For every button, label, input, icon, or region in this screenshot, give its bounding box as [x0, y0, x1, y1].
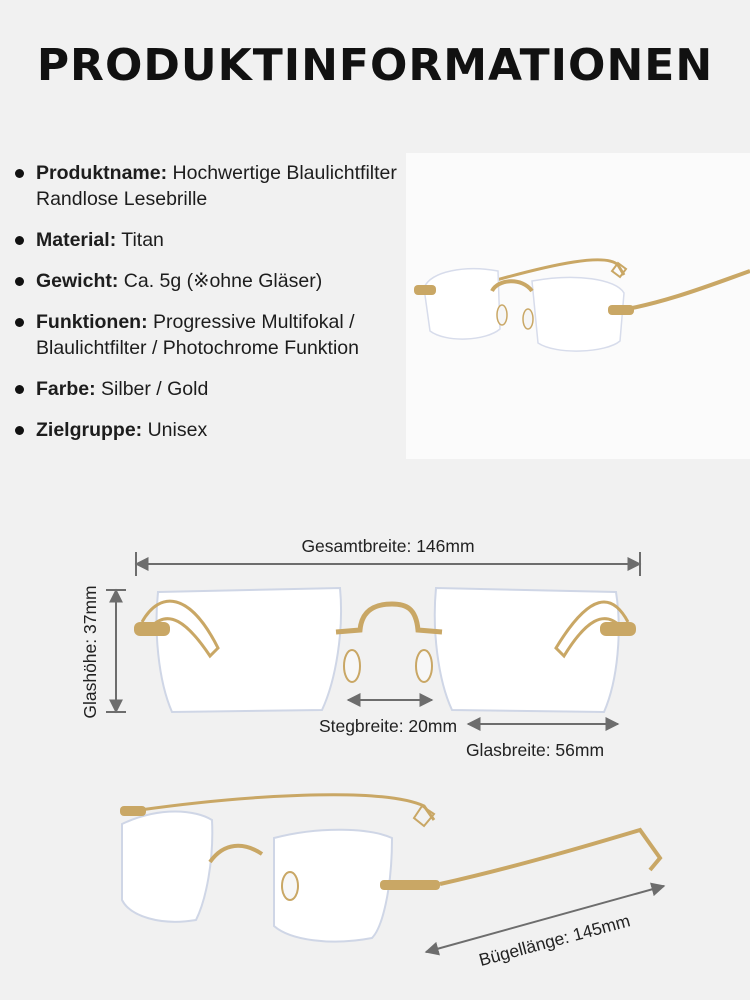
spec-value: Hochwertige Blaulichtfilter Randlose Lesebrille — [36, 162, 397, 210]
spec-item-color — [14, 376, 404, 402]
bullet — [15, 169, 24, 178]
bullet — [15, 426, 24, 435]
total-width-label: Gesamtbreite: 146mm — [301, 536, 475, 556]
glasses-photo-illustration — [406, 153, 750, 459]
spec-key: Farbe: — [36, 378, 96, 400]
spec-key: Material: — [36, 229, 117, 251]
spec-item-name — [14, 160, 404, 212]
spec-key: Gewicht: — [36, 270, 119, 292]
side-view-glasses — [120, 795, 660, 942]
spec-value: Titan — [116, 229, 164, 251]
spec-item-target-group — [14, 417, 404, 443]
temple-length-label: Bügellänge: 145mm — [476, 910, 633, 971]
bullet — [15, 277, 24, 286]
spec-value: Ca. 5g (※ohne Gläser) — [118, 270, 323, 292]
spec-value: Progressive Multifokal / Blaulichtfilter / Photochrome Funktion — [36, 311, 359, 359]
bullet — [15, 385, 24, 394]
spec-key: Produktname: — [36, 162, 168, 184]
dimension-diagram — [0, 480, 750, 1000]
bullet — [15, 318, 24, 327]
bridge-width-label: Stegbreite: 20mm — [318, 716, 458, 736]
spec-key: Funktionen: — [36, 311, 148, 333]
lens-height-label: Glashöhe: 37mm — [80, 585, 100, 719]
spec-item-weight — [14, 268, 404, 294]
spec-list — [14, 160, 404, 458]
spec-item-material — [14, 227, 404, 253]
spec-item-functions — [14, 309, 404, 361]
spec-key: Zielgruppe: — [36, 419, 143, 441]
lens-width-label: Glasbreite: 56mm — [465, 740, 605, 760]
page-title: PRODUKTINFORMATIONEN — [36, 40, 714, 91]
front-view-glasses — [134, 588, 636, 712]
spec-value: Unisex — [142, 419, 208, 441]
spec-value: Silber / Gold — [95, 378, 209, 400]
bullet — [15, 236, 24, 245]
product-photo — [406, 153, 750, 459]
